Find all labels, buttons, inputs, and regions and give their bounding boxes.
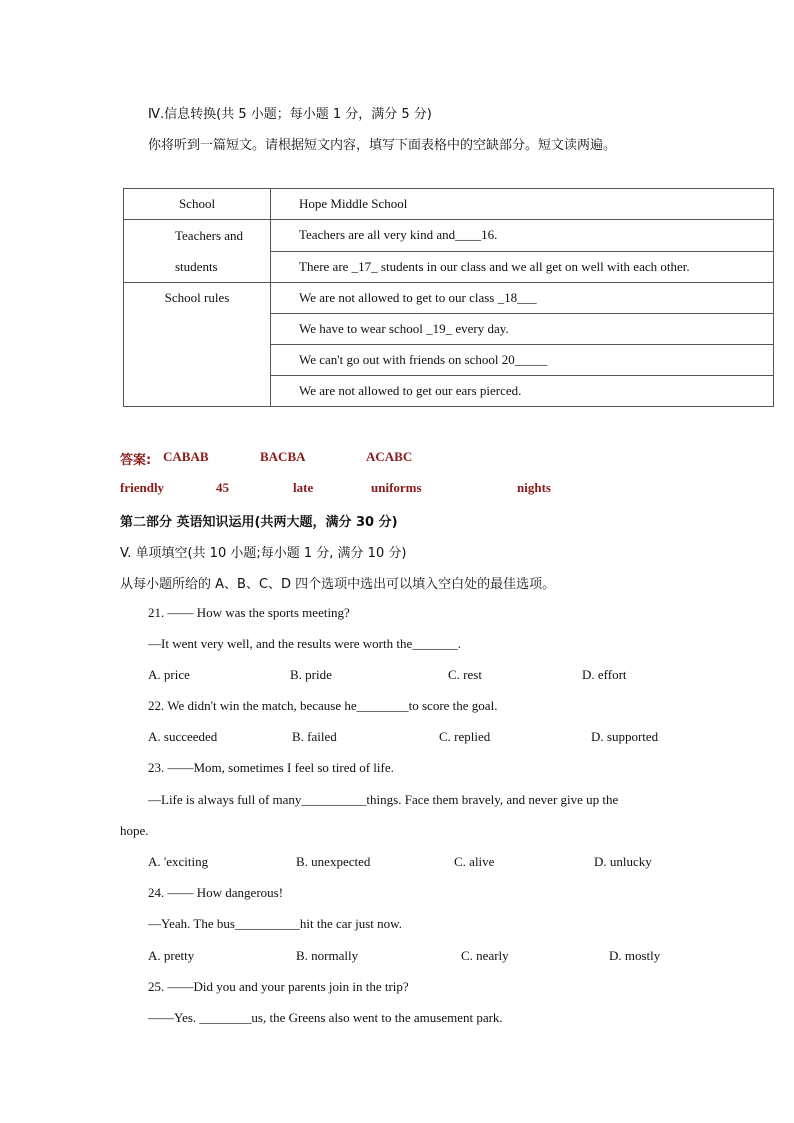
question-21: 21. —— How was the sports meeting?: [148, 605, 350, 620]
rule-1-text: We are not allowed to get to our class _18___: [299, 290, 537, 305]
info-table: [123, 188, 774, 407]
rule-row-1: [271, 283, 774, 314]
q22-option-a[interactable]: A. succeeded: [148, 729, 218, 744]
answers-group-3: ACABC: [366, 449, 413, 464]
answer-word-4: uniforms: [371, 480, 422, 495]
q24-option-b[interactable]: B. normally: [296, 948, 359, 963]
rule-row-4: [271, 376, 774, 407]
rule-3-text: We can't go out with friends on school 20_____: [299, 352, 548, 367]
answer-word-2: 45: [216, 480, 229, 495]
section4-title: Ⅳ.信息转换(共 5 小题；每小题 1 分，满分 5 分): [148, 107, 432, 122]
school-value: Hope Middle School: [299, 196, 408, 211]
question-22: 22. We didn't win the match, because he________to score the goal.: [148, 698, 498, 713]
question-21-reply: —It went very well, and the results were worth the_______.: [148, 636, 462, 651]
rules-label-cell: [124, 283, 271, 407]
part2-title: 第二部分 英语知识运用(共两大题，满分 30 分): [120, 515, 398, 530]
q24-option-c[interactable]: C. nearly: [461, 948, 509, 963]
teachers-row-1-text: Teachers are all very kind and____16.: [299, 227, 498, 243]
teachers-row-2-text: There are _17_ students in our class and we all get on well with each other.: [299, 258, 690, 274]
q24-option-d[interactable]: D. mostly: [609, 948, 661, 963]
q24-option-a[interactable]: A. pretty: [148, 948, 195, 963]
school-label-cell: [124, 189, 271, 220]
teachers-label-1: Teachers and: [175, 227, 244, 243]
question-24-reply: —Yeah. The bus__________hit the car just now.: [148, 916, 402, 931]
school-label: School: [178, 196, 216, 211]
q23-option-c[interactable]: C. alive: [454, 854, 495, 869]
teachers-label-2: students: [175, 258, 218, 274]
q23-option-b[interactable]: B. unexpected: [296, 854, 371, 869]
answer-word-3: late: [293, 480, 314, 495]
q21-option-c[interactable]: C. rest: [448, 667, 482, 682]
q23-option-a[interactable]: A. 'exciting: [148, 854, 209, 869]
teachers-row-2: [271, 251, 774, 283]
question-23-reply-cont: hope.: [120, 823, 149, 838]
section5-title: V. 单项填空(共 10 小题;每小题 1 分, 满分 10 分): [120, 546, 407, 561]
teachers-label-cell: [124, 220, 271, 283]
q23-option-d[interactable]: D. unlucky: [594, 854, 652, 869]
answers-label: 答案:: [120, 453, 152, 468]
answers-group-1: CABAB: [163, 449, 209, 464]
question-23: 23. ——Mom, sometimes I feel so tired of life.: [148, 760, 394, 775]
rules-label: School rules: [164, 290, 230, 305]
rule-row-3: [271, 345, 774, 376]
answer-word-5: nights: [517, 480, 551, 495]
question-25: 25. ——Did you and your parents join in the trip?: [148, 979, 409, 994]
section4-instruction: 你将听到一篇短文。请根据短文内容，填写下面表格中的空缺部分。短文读两遍。: [148, 138, 617, 153]
school-value-cell: [271, 189, 774, 220]
q21-option-d[interactable]: D. effort: [582, 667, 627, 682]
answers-group-2: BACBA: [260, 449, 306, 464]
q21-option-a[interactable]: A. price: [148, 667, 190, 682]
q21-option-b[interactable]: B. pride: [290, 667, 332, 682]
q22-option-b[interactable]: B. failed: [292, 729, 337, 744]
q22-option-c[interactable]: C. replied: [439, 729, 491, 744]
question-24: 24. —— How dangerous!: [148, 885, 284, 900]
rule-row-2: [271, 314, 774, 345]
rule-4-text: We are not allowed to get our ears pierced.: [299, 383, 522, 398]
q22-option-d[interactable]: D. supported: [591, 729, 659, 744]
question-25-reply: ——Yes. ________us, the Greens also went to the amusement park.: [148, 1010, 503, 1025]
answer-word-1: friendly: [120, 480, 165, 495]
rule-2-text: We have to wear school _19_ every day.: [299, 321, 509, 336]
question-23-reply: —Life is always full of many__________things. Face them bravely, and never give up the: [148, 792, 619, 807]
teachers-row-1: [271, 220, 774, 252]
section5-instruction: 从每小题所给的 A、B、C、D 四个选项中选出可以填入空白处的最佳选项。: [120, 577, 556, 592]
